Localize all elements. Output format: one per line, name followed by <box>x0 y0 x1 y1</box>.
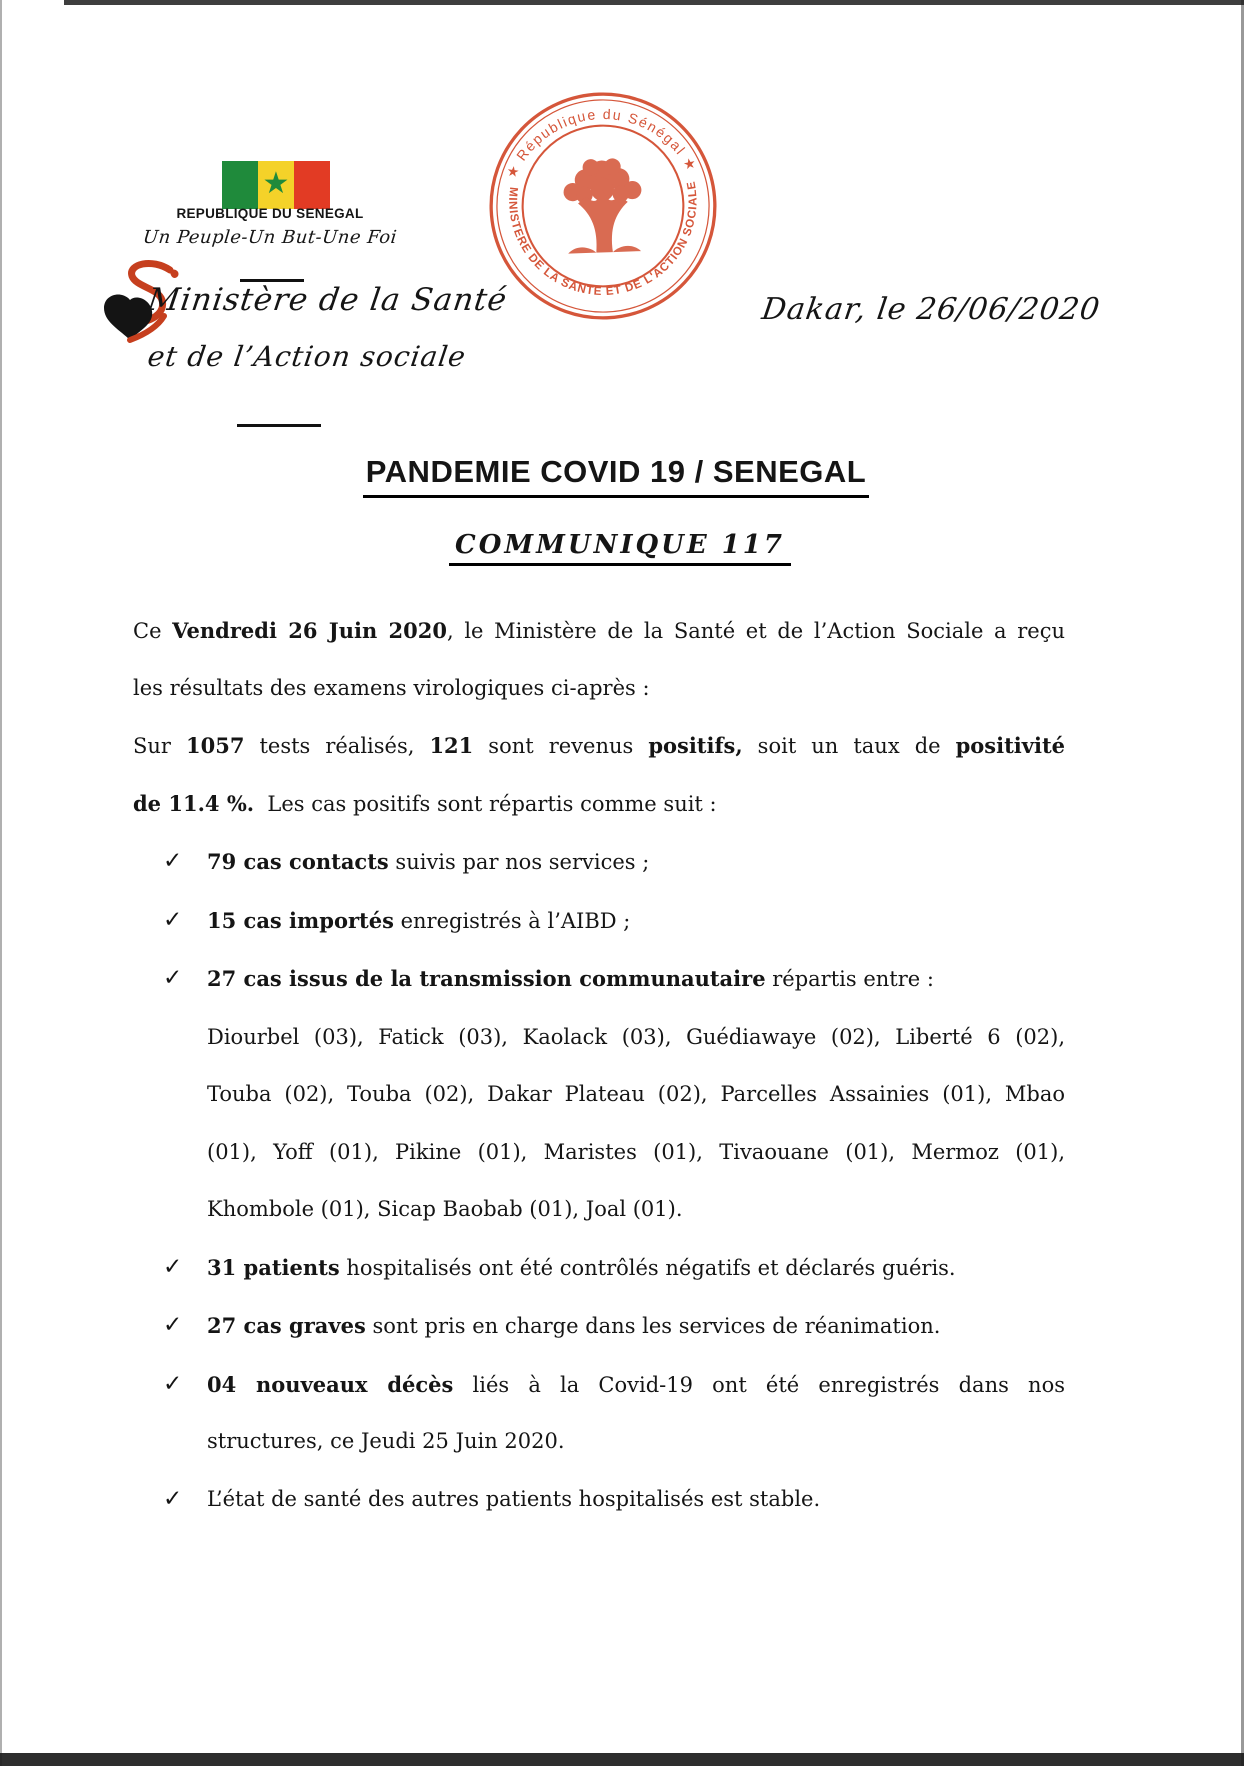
list-subline <box>133 1009 1065 1067</box>
list-item-text: L’état de santé des autres patients hospitalisés est stable. <box>207 1486 821 1511</box>
communique-number: COMMUNIQUE 117 <box>449 530 791 566</box>
list-subline <box>133 1124 1065 1182</box>
checkmark-icon: ✓ <box>163 1485 183 1512</box>
republic-label: REPUBLIQUE DU SENEGAL <box>176 206 364 221</box>
stamp-tree-icon <box>562 157 643 253</box>
list-item <box>133 950 1065 1009</box>
flag-band-yellow <box>258 161 294 209</box>
scan-edge-left <box>0 0 2 1766</box>
list-item-text: 79 cas contacts suivis par nos services ; <box>207 849 650 874</box>
list-item-text: 15 cas importés enregistrés à l’AIBD ; <box>207 907 631 933</box>
list-item-text: Khombole (01), Sicap Baobab (01), Joal (01). <box>207 1197 683 1221</box>
checkmark-icon: ✓ <box>163 1370 183 1397</box>
list-item <box>133 1356 1065 1414</box>
body-line <box>133 717 1065 775</box>
checkmark-icon: ✓ <box>163 1253 183 1280</box>
checkmark-icon: ✓ <box>163 1312 183 1338</box>
list-item-text: (01), Yoff (01), Pikine (01), Maristes (01), Tivaouane (01), Mermoz (01), <box>207 1139 1065 1164</box>
scan-edge-top <box>64 0 1244 5</box>
scan-edge-bottom <box>0 1753 1244 1766</box>
body-line <box>133 775 1065 834</box>
list-item-text: 27 cas issus de la transmission communautaire répartis entre : <box>207 966 934 991</box>
list-subline <box>133 1413 1065 1471</box>
body-line <box>133 660 1065 718</box>
body-line-text: les résultats des examens virologiques ci-après : <box>133 675 650 700</box>
body-line-text: de 11.4 %. Les cas positifs sont répartis comme suit : <box>133 790 717 816</box>
national-motto: Un Peuple-Un But-Une Foi <box>141 227 399 248</box>
list-item-text: Touba (02), Touba (02), Dakar Plateau (02), Parcelles Assainies (01), Mbao <box>207 1082 1065 1106</box>
list-item-text: 27 cas graves sont pris en charge dans les services de réanimation. <box>207 1313 941 1338</box>
list-item <box>133 1239 1065 1298</box>
document-body <box>133 602 1065 1528</box>
divider-rule-bottom <box>237 424 321 427</box>
ministry-name-line1: Ministère de la Santé <box>145 282 510 318</box>
body-line-text: Sur 1057 tests réalisés, 121 sont revenus positifs, soit un taux de positivité <box>133 733 1065 758</box>
body-line <box>133 602 1065 660</box>
list-item-text: 04 nouveaux décès liés à la Covid-19 ont été enregistrés dans nos <box>207 1371 1065 1397</box>
flag-star-icon: ★ <box>262 165 290 201</box>
body-line-text: Ce Vendredi 26 Juin 2020, le Ministère de la Santé et de l’Action Sociale a reçu <box>133 618 1065 643</box>
list-item <box>133 1297 1065 1356</box>
list-item-text: structures, ce Jeudi 25 Juin 2020. <box>207 1429 565 1453</box>
dateline: Dakar, le 26/06/2020 <box>759 292 1103 327</box>
ministry-name-line2: et de l’Action sociale <box>145 340 469 373</box>
list-item <box>133 1471 1065 1529</box>
list-item <box>133 833 1065 892</box>
senegal-flag <box>222 161 330 209</box>
list-item-text: Diourbel (03), Fatick (03), Kaolack (03), Guédiawaye (02), Liberté 6 (02), <box>207 1024 1065 1049</box>
list-subline <box>133 1066 1065 1124</box>
checkmark-icon: ✓ <box>163 906 183 933</box>
ministry-stamp <box>483 86 723 326</box>
document-title: PANDEMIE COVID 19 / SENEGAL <box>363 454 869 498</box>
checkmark-icon: ✓ <box>163 848 183 874</box>
stamp-bottom-text: MINISTERE DE LA SANTE ET DE L'ACTION SOCIALE <box>506 179 700 299</box>
list-item <box>133 892 1065 951</box>
list-item-text: 31 patients hospitalisés ont été contrôlés négatifs et déclarés guéris. <box>207 1254 956 1280</box>
list-subline <box>133 1181 1065 1239</box>
checkmark-icon: ✓ <box>163 965 183 991</box>
flag-band-red <box>294 161 330 209</box>
flag-band-green <box>222 161 258 209</box>
stamp-top-text: ★ République du Sénégal ★ <box>502 105 701 181</box>
